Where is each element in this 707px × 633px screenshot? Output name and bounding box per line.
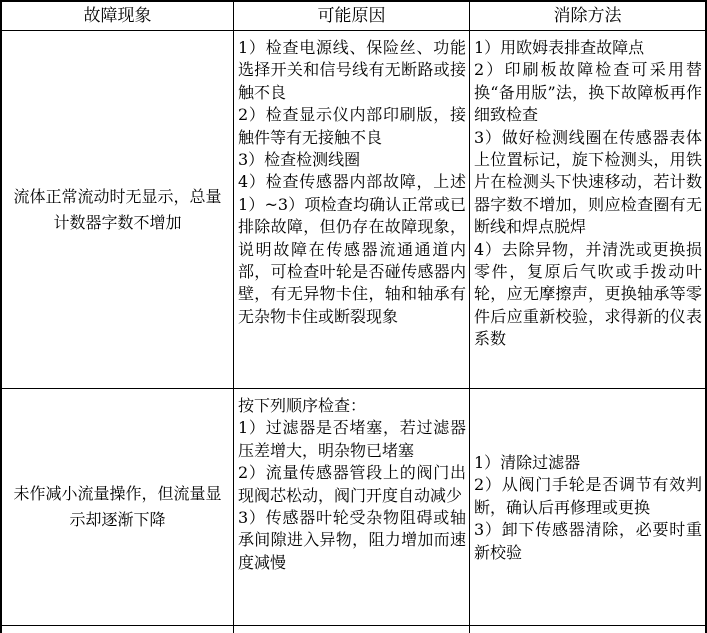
table-grid bbox=[2, 2, 705, 633]
partial-row-cell-2 bbox=[234, 626, 470, 633]
row2-causes-cell bbox=[234, 389, 470, 626]
row1-solutions-cell bbox=[470, 31, 705, 389]
cell-paragraph: 4）去除异物，并清洗或更换损零件，复原后气吹或手拨动叶轮，应无摩擦声，更换轴承等零件后应重新校验，求得新的仪表系数 bbox=[474, 239, 702, 349]
header-label-phenomenon: 故障现象 bbox=[83, 5, 152, 26]
row2-solutions-cell bbox=[470, 389, 705, 626]
header-label-cause: 可能原因 bbox=[317, 5, 386, 26]
partial-row-cell-1 bbox=[2, 626, 234, 633]
cell-paragraph: 3）做好检测线圈在传感器表体上位置标记，旋下检测头，用铁片在检测头下快速移动，若计数器字数不增加，则应检查圈有无断线和焊点脱焊 bbox=[474, 127, 702, 237]
cell-paragraph: 3）卸下传感器清除，必要时重新校验 bbox=[474, 520, 702, 562]
row1-phenomenon-text: 流体正常流动时无显示，总量计数器字数不增加 bbox=[13, 186, 222, 232]
row1-phenomenon-cell bbox=[2, 31, 234, 389]
cell-paragraph: 按下列顺序检查： bbox=[238, 396, 367, 415]
cell-paragraph: 1）检查电源线、保险丝、功能选择开关和信号线有无断路或接触不良 bbox=[238, 38, 466, 102]
row2-phenomenon-text: 未作减小流量操作，但流量显示却逐渐下降 bbox=[13, 484, 222, 529]
row1-causes-cell bbox=[234, 31, 470, 389]
header-label-solution: 消除方法 bbox=[553, 5, 622, 26]
cell-paragraph: 1）用欧姆表排查故障点 bbox=[474, 38, 645, 57]
cell-paragraph: 1）清除过滤器 bbox=[474, 452, 581, 472]
cell-paragraph: 2）印刷板故障检查可采用替换“备用版”法，换下故障板再作细致检查 bbox=[474, 60, 702, 125]
header-cell-phenomenon bbox=[2, 2, 234, 31]
row2-phenomenon-cell bbox=[2, 389, 234, 626]
cell-paragraph: 2）从阀门手轮是否调节有效判断，确认后再修理或更换 bbox=[474, 475, 702, 517]
cell-paragraph: 2）检查显示仪内部印刷版，接触件等有无接触不良 bbox=[238, 105, 466, 147]
cell-paragraph: 3）检查检测线圈 bbox=[238, 150, 361, 170]
header-cell-cause bbox=[234, 2, 470, 31]
partial-row-cell-3 bbox=[470, 626, 705, 633]
cell-paragraph: 1）过滤器是否堵塞，若过滤器压差增大，明杂物已堵塞 bbox=[238, 418, 466, 460]
header-cell-solution bbox=[470, 2, 705, 31]
cell-paragraph: 3）传感器叶轮受杂物阻碍或轴承间隙进入异物，阻力增加而速度减慢 bbox=[238, 508, 466, 572]
cell-paragraph: 2）流量传感器管段上的阀门出现阀芯松动，阀门开度自动减少 bbox=[238, 463, 466, 505]
cell-paragraph: 4）检查传感器内部故障，上述1）~3）项检查均确认正常或已排除故障，但仍存在故障现象，说明故障在传感器流通通道内部，可检查叶轮是否碰传感器内壁，有无异物卡住，轴和轴承有无杂物卡住或断裂现象 bbox=[238, 172, 466, 326]
